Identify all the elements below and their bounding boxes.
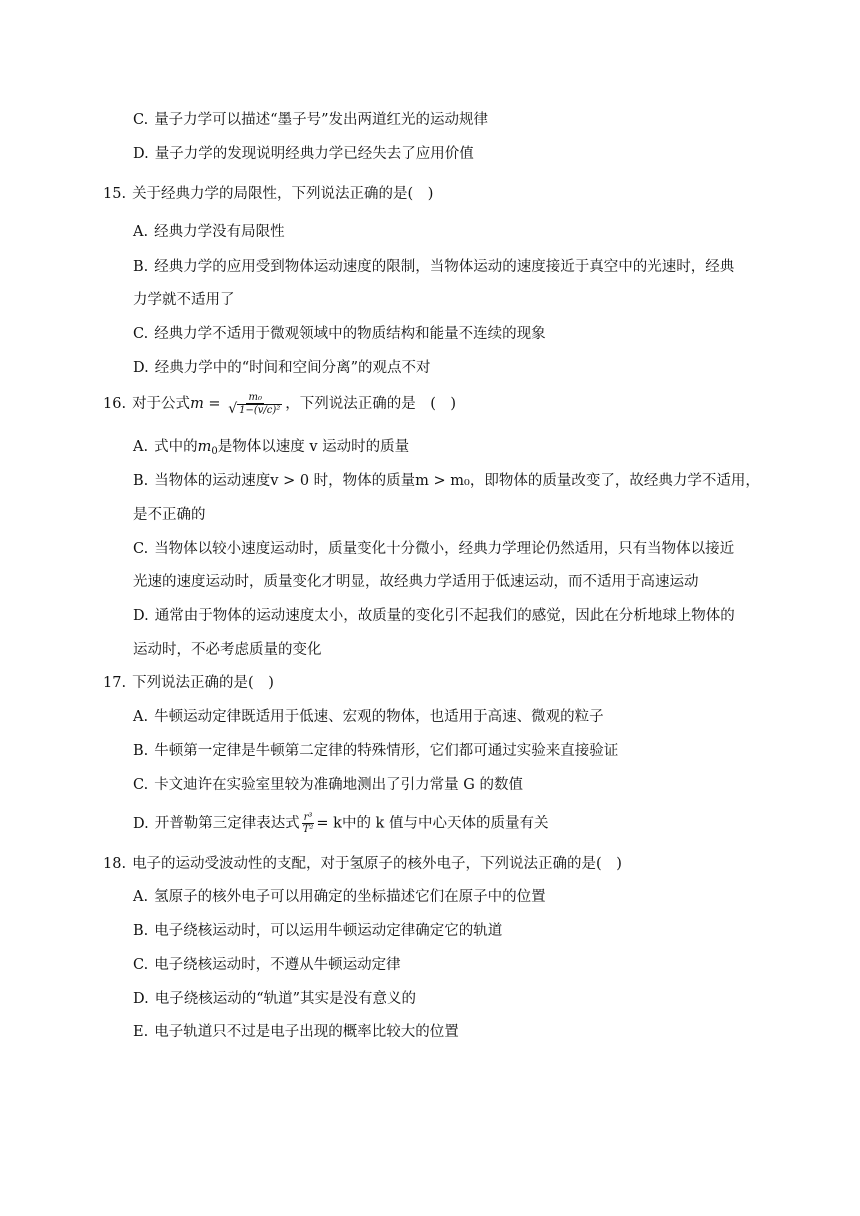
kepler-denominator: T² (302, 824, 314, 835)
option-label: C. (133, 112, 149, 128)
question-text: 电子的运动受波动性的支配，对于氢原子的核外电子，下列说法正确的是( ) (132, 856, 622, 872)
option-label: D. (133, 608, 149, 624)
option-text: 量子力学的发现说明经典力学已经失去了应用价值 (154, 146, 474, 162)
option-label: D. (133, 991, 149, 1007)
formula-fraction (226, 392, 284, 416)
option-label: D. (133, 815, 149, 832)
option-text: 牛顿第一定律是牛顿第二定律的特殊情形，它们都可通过实验来直接验证 (154, 743, 619, 759)
q16-option-b (133, 471, 760, 491)
q15-option-b (133, 257, 734, 277)
option-label: A. (133, 709, 149, 725)
kepler-numerator: r³ (303, 812, 313, 823)
q16-option-a (133, 437, 409, 462)
question-text: 对于公式 (132, 396, 191, 412)
option-label: C. (133, 541, 149, 557)
formula-m: m (190, 396, 204, 412)
option-text-pre: 开普勒第三定律表达式 (154, 815, 300, 832)
formula-denominator (226, 401, 284, 417)
q17-option-d (133, 812, 548, 835)
q16-option-c-cont: 光速的速度运动时，质量变化才明显，故经典力学适用于低速运动，而不适用于高速运动 (133, 574, 699, 590)
option-text: 经典力学中的“时间和空间分离”的观点不对 (154, 360, 431, 376)
question-text-post: ，下列说法正确的是 ( ) (285, 396, 457, 412)
q17-option-c (133, 775, 523, 795)
q16-option-b-cont: 是不正确的 (133, 507, 206, 523)
option-text: 电子轨道只不过是电子出现的概率比较大的位置 (154, 1024, 459, 1040)
formula-eq: = (203, 396, 226, 412)
var-subscript: 0 (211, 446, 218, 457)
option-text: 量子力学可以描述“墨子号”发出两道红光的运动规律 (154, 112, 489, 128)
option-text: 电子绕核运动时，可以运用牛顿运动定律确定它的轨道 (154, 923, 503, 939)
q18-option-a (133, 887, 546, 907)
option-label: A. (133, 889, 149, 905)
q16-option-d (133, 606, 735, 626)
q18-option-b (133, 921, 502, 941)
q15-option-c (133, 324, 546, 344)
option-label: D. (133, 146, 149, 162)
option-label: B. (133, 923, 149, 939)
option-text: 电子绕核运动时，不遵从牛顿运动定律 (154, 957, 401, 973)
q18-option-e (133, 1022, 459, 1042)
option-label: C. (133, 957, 149, 973)
option-text: 牛顿运动定律既适用于低速、宏观的物体，也适用于高速、微观的粒子 (154, 709, 604, 725)
q15-option-d (133, 358, 431, 378)
q17-stem (103, 673, 274, 693)
option-text-post: = k中的 k 值与中心天体的质量有关 (316, 815, 549, 832)
option-label: E. (133, 1024, 149, 1040)
option-text: 卡文迪许在实验室里较为准确地测出了引力常量 G 的数值 (154, 777, 523, 793)
option-text: 通常由于物体的运动速度太小，故质量的变化引不起我们的感觉，因此在分析地球上物体的 (154, 608, 735, 624)
q15-option-a (133, 222, 285, 242)
q18-option-d (133, 989, 416, 1009)
option-text: 经典力学的应用受到物体运动速度的限制，当物体运动的速度接近于真空中的光速时，经典 (154, 259, 735, 275)
option-text: 经典力学不适用于微观领域中的物质结构和能量不连续的现象 (154, 326, 546, 342)
q14-option-d (133, 144, 474, 164)
option-text: 经典力学没有局限性 (154, 224, 285, 240)
question-number: 18. (103, 856, 127, 872)
formula-numerator: m₀ (248, 392, 262, 403)
option-label: A. (133, 439, 149, 455)
q18-option-c (133, 955, 401, 975)
formula-radicand: 1−(v/c)² (239, 405, 281, 416)
q17-option-b (133, 741, 618, 761)
sqrt-icon: √ (228, 401, 238, 417)
option-label: D. (133, 360, 149, 376)
option-text: 氢原子的核外电子可以用确定的坐标描述它们在原子中的位置 (154, 889, 546, 905)
option-label: B. (133, 473, 149, 489)
question-number: 16. (103, 396, 127, 412)
q18-stem (103, 854, 622, 874)
q15-option-b-cont: 力学就不适用了 (133, 292, 235, 308)
option-label: C. (133, 777, 149, 793)
var-m: m (197, 439, 212, 455)
kepler-fraction (301, 812, 316, 835)
option-label: A. (133, 224, 149, 240)
option-label: B. (133, 259, 149, 275)
question-text: 关于经典力学的局限性，下列说法正确的是( ) (132, 186, 434, 202)
option-text: 当物体以较小速度运动时，质量变化十分微小，经典力学理论仍然适用，只有当物体以接近 (154, 541, 735, 557)
q14-option-c (133, 110, 488, 130)
q15-stem (103, 184, 433, 204)
q16-stem (103, 392, 456, 416)
question-text: 下列说法正确的是( ) (132, 675, 274, 691)
option-label: C. (133, 326, 149, 342)
q17-option-a (133, 707, 604, 727)
option-text: 当物体的运动速度v > 0 时，物体的质量m > m₀，即物体的质量改变了，故经典力学不适用， (154, 473, 760, 489)
q16-option-c (133, 539, 734, 559)
q16-option-d-cont: 运动时，不必考虑质量的变化 (133, 642, 322, 658)
option-label: B. (133, 743, 149, 759)
option-text: 电子绕核运动的“轨道”其实是没有意义的 (154, 991, 417, 1007)
question-number: 15. (103, 186, 127, 202)
question-number: 17. (103, 675, 127, 691)
option-text-pre: 式中的 (154, 439, 198, 455)
option-text-post: 是物体以速度 v 运动时的质量 (217, 439, 410, 455)
